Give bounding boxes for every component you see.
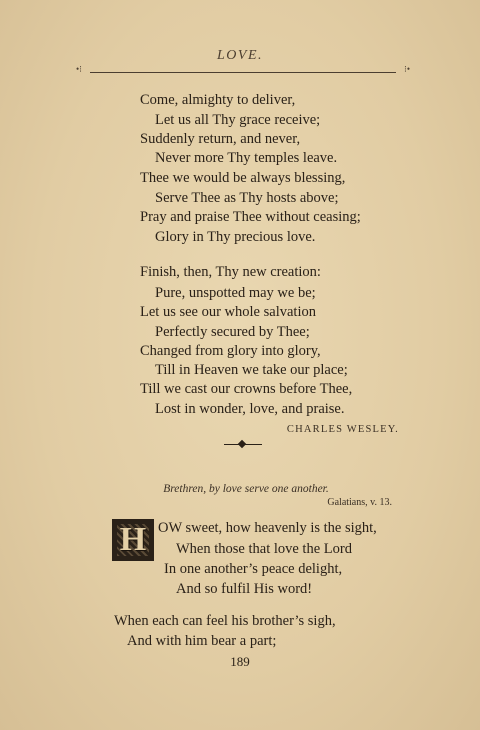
poem-line: And with him bear a part; <box>127 633 277 649</box>
poem-line: Glory in Thy precious love. <box>155 229 316 245</box>
diamond-icon <box>238 440 246 448</box>
drop-cap <box>112 519 154 561</box>
ornament-left-icon: •⁝ <box>76 64 83 74</box>
poem-line: Changed from glory into glory, <box>140 343 321 359</box>
poem-line: When each can feel his brother’s sigh, <box>114 613 336 629</box>
poem-line: Serve Thee as Thy hosts above; <box>155 190 339 206</box>
epigraph: Brethren, by love serve one another. <box>163 483 329 495</box>
poem-line: Finish, then, Thy new creation: <box>140 264 321 280</box>
page-number: 189 <box>230 654 250 669</box>
poem-line: When those that love the Lord <box>176 541 352 557</box>
poem-line: Till in Heaven we take our place; <box>155 362 348 378</box>
author-attribution: CHARLES WESLEY. <box>286 424 399 435</box>
poem-line: Suddenly return, and never, <box>140 131 301 147</box>
poem-line: Lost in wonder, love, and praise. <box>155 401 345 417</box>
poem-line: OW sweet, how heavenly is the sight, <box>158 520 377 536</box>
drop-cap-letter: H <box>119 521 147 558</box>
poem-line: Come, almighty to deliver, <box>140 92 296 108</box>
ornament-right-icon: ⁝• <box>403 64 410 74</box>
poem-line: Pure, unspotted may we be; <box>155 285 316 301</box>
poem-line: Pray and praise Thee without ceasing; <box>140 209 361 225</box>
poem-line: And so fulfil His word! <box>176 581 313 597</box>
running-head: LOVE. <box>217 48 263 63</box>
poem-line: Thee we would be always blessing, <box>140 170 346 186</box>
header-rule <box>76 66 410 80</box>
section-divider <box>224 438 262 450</box>
poem-line: Till we cast our crowns before Thee, <box>140 381 353 397</box>
poem-line: Never more Thy temples leave. <box>155 150 338 166</box>
poem-line: Let us all Thy grace receive; <box>155 112 321 128</box>
header-rule-line <box>90 72 396 73</box>
poem-line: Let us see our whole salvation <box>140 304 316 320</box>
poem-line: In one another’s peace delight, <box>164 561 343 577</box>
poem-line: Perfectly secured by Thee; <box>155 324 310 340</box>
epigraph-reference: Galatians, v. 13. <box>327 497 392 508</box>
